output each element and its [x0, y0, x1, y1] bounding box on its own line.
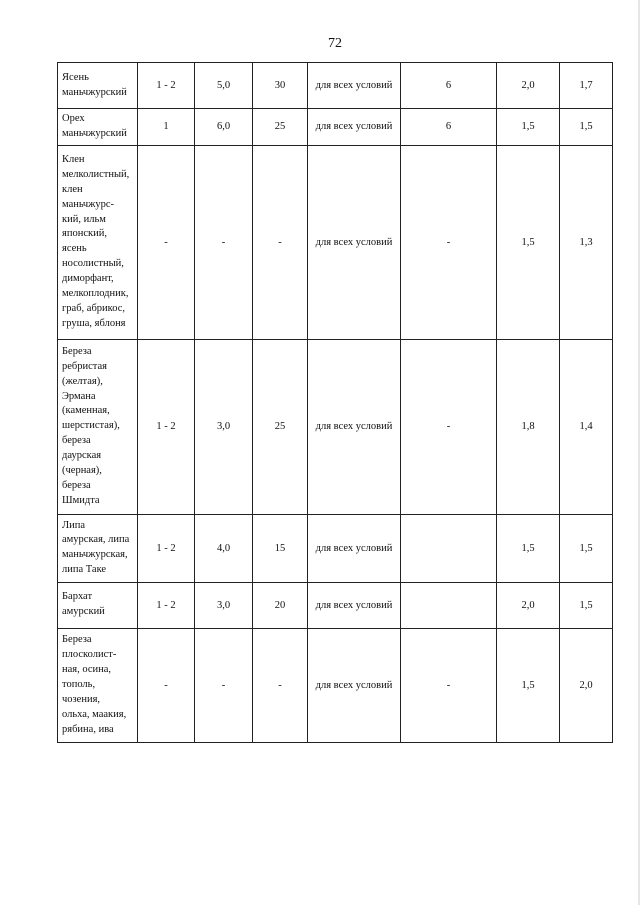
table-cell: -: [138, 628, 195, 742]
table-cell: 1 - 2: [138, 339, 195, 514]
species-name-cell: Орех маньчжурский: [58, 109, 138, 146]
table-row: [58, 628, 613, 742]
table-cell: 25: [253, 339, 308, 514]
table-cell: 20: [253, 582, 308, 628]
table-cell: для всех условий: [308, 628, 401, 742]
table-cell: 1,5: [497, 109, 560, 146]
table-cell: 30: [253, 63, 308, 109]
table-cell: 6: [401, 63, 497, 109]
species-name-cell: Клен мелколистный, клен маньчжурс- кий, ильм японский, ясень носолистный, диморфант, мелкоплодник, граб, абрикос, груша, яблоня: [58, 145, 138, 339]
table-cell: 1,4: [560, 339, 613, 514]
table-cell: [401, 514, 497, 582]
species-name-cell: Береза плосколист- ная, осина, тополь, чозения, ольха, маакия, рябина, ива: [58, 628, 138, 742]
tree-species-table: [57, 62, 613, 743]
table-cell: 1,8: [497, 339, 560, 514]
table-cell: 25: [253, 109, 308, 146]
table-cell: для всех условий: [308, 63, 401, 109]
table-cell: 3,0: [195, 582, 253, 628]
table-cell: -: [195, 628, 253, 742]
table-cell: 1,5: [560, 109, 613, 146]
table-row: [58, 145, 613, 339]
species-name-cell: Липа амурская, липа маньчжурская, липа Таке: [58, 514, 138, 582]
table-cell: для всех условий: [308, 514, 401, 582]
table-cell: для всех условий: [308, 339, 401, 514]
table-cell: -: [401, 339, 497, 514]
table-cell: 1,3: [560, 145, 613, 339]
table-row: [58, 109, 613, 146]
table-cell: 1 - 2: [138, 514, 195, 582]
table-cell: 6: [401, 109, 497, 146]
table-cell: 15: [253, 514, 308, 582]
table-cell: -: [253, 628, 308, 742]
table-row: [58, 339, 613, 514]
table-cell: 1,5: [560, 582, 613, 628]
table-cell: 6,0: [195, 109, 253, 146]
table-cell: 2,0: [497, 582, 560, 628]
table-cell: 4,0: [195, 514, 253, 582]
table-cell: 1,5: [497, 628, 560, 742]
table-cell: -: [138, 145, 195, 339]
table-cell: для всех условий: [308, 109, 401, 146]
table-cell: -: [195, 145, 253, 339]
page-number: 72: [328, 36, 342, 51]
table-cell: 1 - 2: [138, 582, 195, 628]
table-cell: 3,0: [195, 339, 253, 514]
table-row: [58, 514, 613, 582]
table-cell: 1,5: [560, 514, 613, 582]
table-cell: -: [253, 145, 308, 339]
species-name-cell: Бархат амурский: [58, 582, 138, 628]
table-cell: для всех условий: [308, 145, 401, 339]
table-cell: 2,0: [560, 628, 613, 742]
table-cell: 2,0: [497, 63, 560, 109]
table-cell: 1 - 2: [138, 63, 195, 109]
table-cell: 1,5: [497, 514, 560, 582]
species-name-cell: Ясень маньчжурский: [58, 63, 138, 109]
table-cell: 1,5: [497, 145, 560, 339]
table-cell: 1,7: [560, 63, 613, 109]
table-cell: -: [401, 145, 497, 339]
table-row: [58, 582, 613, 628]
table-cell: 1: [138, 109, 195, 146]
table-cell: для всех условий: [308, 582, 401, 628]
table-row: [58, 63, 613, 109]
table-cell: -: [401, 628, 497, 742]
table-cell: 5,0: [195, 63, 253, 109]
table-cell: [401, 582, 497, 628]
species-name-cell: Береза ребристая (желтая), Эрмана (каменная, шерстистая), береза даурская (черная), береза Шмидта: [58, 339, 138, 514]
